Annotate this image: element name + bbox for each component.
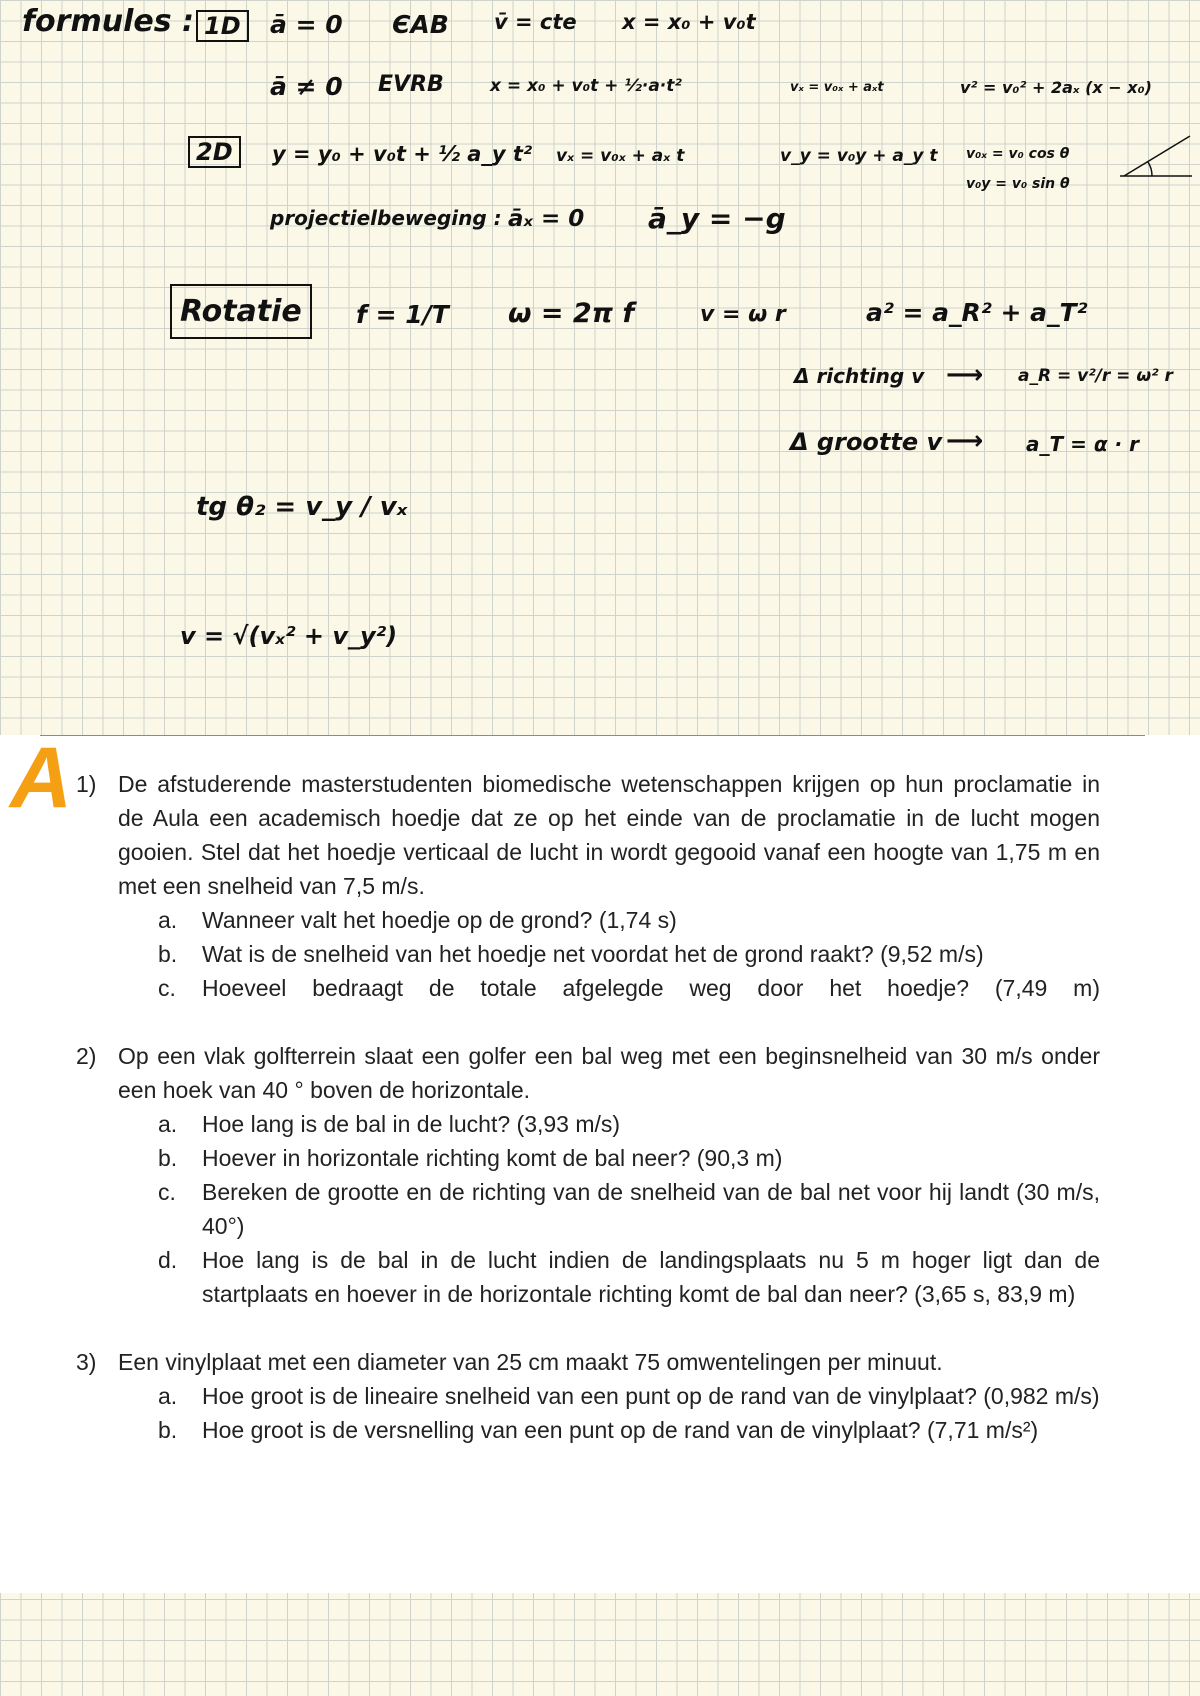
formula-omega: ω = 2π f — [508, 298, 635, 329]
box-2d: 2D — [188, 136, 241, 168]
arrow-richting: ⟶ — [946, 360, 984, 390]
question-3 — [0, 1345, 1200, 1447]
formula-vy-2d: v_y = v₀y + a_y t — [780, 146, 938, 166]
sub-question-text: Wat is de snelheid van het hoedje net voordat het de grond raakt? (9,52 m/s) — [202, 941, 984, 967]
formula-v0y: v₀y = v₀ sin θ — [966, 176, 1070, 192]
formula-vx-accelerated: vₓ = v₀ₓ + aₓt — [790, 80, 884, 95]
sub-question-text: Hoe groot is de lineaire snelheid van een punt op de rand van de vinylplaat? (0,982 m/s) — [202, 1383, 1100, 1409]
label-delta-grootte: Δ grootte v — [790, 428, 943, 456]
formula-v-constant: v̄ = cte — [494, 10, 577, 34]
question-text: De afstuderende masterstudenten biomedische wetenschappen krijgen op hun proclamatie in de Aula een academisch hoedje dat ze op het einde van de proclamatie in de lucht mogen gooien. Stel dat het hoedje verticaal de lucht in wordt gegooid vanaf een hoogte van 1,75 m en met een snelheid van 7,5 m/s. — [118, 771, 1100, 899]
label-eab: ЄAB — [392, 10, 449, 39]
box-rotatie: Rotatie — [170, 284, 312, 339]
sub-question — [0, 1141, 1200, 1175]
sub-question-text: Hoe groot is de versnelling van een punt op de rand van de vinylplaat? (7,71 m/s²) — [202, 1417, 1039, 1443]
question-list — [0, 767, 1200, 1481]
sub-question-text: Hoeveel bedraagt de totale afgelegde weg door het hoedje? (7,49 m) — [202, 975, 1100, 1001]
formula-vx-2d: vₓ = v₀ₓ + aₓ t — [556, 146, 685, 166]
formula-frequency: f = 1/T — [356, 300, 449, 329]
sub-question-text: Bereken de grootte en de richting van de snelheid van de bal net voor hij landt (30 m/s, 40°) — [202, 1179, 1100, 1239]
sub-question-text: Hoe lang is de bal in de lucht indien de landingsplaats nu 5 m hoger ligt dan de startplaats en hoever in de horizontale richting komt de bal dan neer? (3,65 s, 83,9 m) — [202, 1247, 1100, 1307]
formula-ax-zero: āₓ = 0 — [508, 206, 585, 232]
formula-a-nonzero: ā ≠ 0 — [270, 72, 343, 101]
formula-tangent: tg θ₂ = v_y / vₓ — [196, 492, 408, 522]
sub-question-letter: a. — [158, 907, 178, 933]
formula-v-squared: v² = v₀² + 2aₓ (x − x₀) — [960, 78, 1152, 97]
sub-question-text: Hoe lang is de bal in de lucht? (3,93 m/s) — [202, 1111, 621, 1137]
sub-question — [0, 1107, 1200, 1141]
sheet-top-divider — [40, 735, 1145, 736]
sub-question-letter: b. — [158, 1417, 178, 1443]
sub-question-letter: c. — [158, 1179, 176, 1205]
sub-question-letter: b. — [158, 1145, 178, 1171]
label-evrb: EVRB — [378, 72, 444, 97]
formula-ay-g: ā_y = −g — [648, 202, 786, 235]
label-delta-richting: Δ richting v — [794, 364, 925, 388]
sub-question — [0, 1379, 1200, 1413]
question-2 — [0, 1039, 1200, 1311]
sub-question — [0, 1175, 1200, 1243]
projectile-label: projectielbeweging : — [270, 206, 502, 230]
formula-v-omega-r: v = ω r — [700, 302, 786, 327]
sub-question — [0, 971, 1200, 1005]
question-number: 3) — [76, 1349, 97, 1375]
sub-question-text: Hoever in horizontale richting komt de bal neer? (90,3 m) — [202, 1145, 783, 1171]
sub-question-letter: a. — [158, 1383, 178, 1409]
notes-title: formules : — [22, 4, 195, 39]
question-number: 2) — [76, 1043, 97, 1069]
arrow-grootte: ⟶ — [946, 426, 984, 456]
formula-y-2d: y = y₀ + v₀t + ½ a_y t² — [272, 142, 533, 166]
sub-question — [0, 903, 1200, 937]
question-text: Een vinylplaat met een diameter van 25 cm maakt 75 omwentelingen per minuut. — [118, 1349, 943, 1375]
sub-question-letter: c. — [158, 975, 176, 1001]
question-number: 1) — [76, 771, 97, 797]
formula-v0x: v₀ₓ = v₀ cos θ — [966, 146, 1070, 162]
sub-question-letter: b. — [158, 941, 178, 967]
formula-a-total: a² = a_R² + a_T² — [866, 298, 1088, 327]
question-text: Op een vlak golfterrein slaat een golfer een bal weg met een beginsnelheid van 30 m/s onder een hoek van 40 ° boven de horizontale. — [118, 1043, 1100, 1103]
angle-sketch-icon — [1118, 128, 1194, 180]
exercise-sheet — [0, 730, 1200, 1593]
sub-question — [0, 1243, 1200, 1311]
sub-question-letter: a. — [158, 1111, 178, 1137]
sub-question-letter: d. — [158, 1247, 178, 1273]
formula-x-accelerated: x = x₀ + v₀t + ½·a·t² — [490, 76, 682, 96]
question-1 — [0, 767, 1200, 1005]
formula-at: a_T = α · r — [1026, 432, 1139, 456]
sub-question-text: Wanneer valt het hoedje op de grond? (1,74 s) — [202, 907, 677, 933]
section-marker: A — [10, 730, 73, 826]
sub-question — [0, 937, 1200, 971]
formula-a-zero: ā = 0 — [270, 10, 343, 39]
formula-ar: a_R = v²/r = ω² r — [1018, 366, 1173, 386]
box-1d: 1D — [196, 10, 249, 42]
handwritten-notes — [0, 0, 1200, 735]
formula-speed-magnitude: v = √(vₓ² + v_y²) — [180, 622, 398, 650]
sub-question — [0, 1413, 1200, 1447]
formula-x-uniform: x = x₀ + v₀t — [622, 10, 756, 34]
